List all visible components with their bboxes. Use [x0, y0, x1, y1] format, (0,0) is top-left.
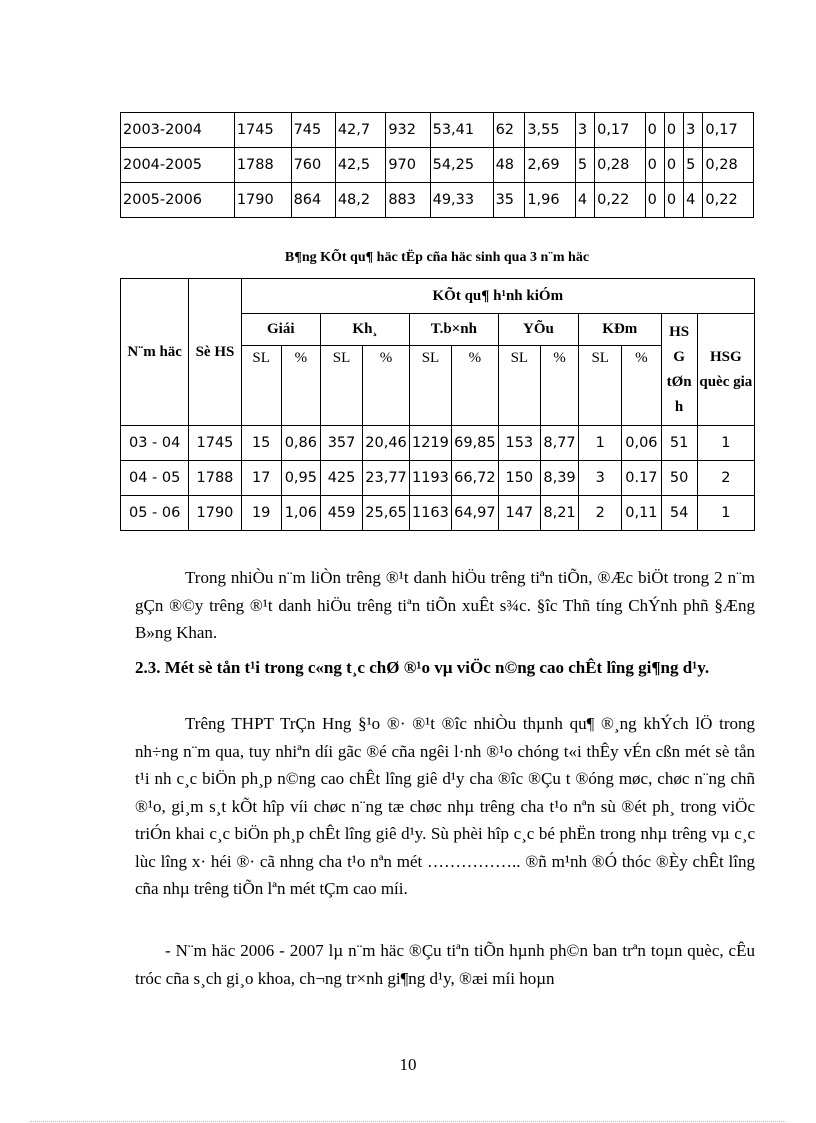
table-cell: 62	[493, 113, 525, 148]
table-cell: 25,65	[363, 496, 410, 531]
header-pct: %	[281, 346, 320, 426]
table-cell: 2	[697, 461, 754, 496]
table-cell: 8,77	[540, 426, 578, 461]
table-cell: 1193	[409, 461, 451, 496]
table-cell: 23,77	[363, 461, 410, 496]
table-cell: 459	[320, 496, 362, 531]
table-cell: 35	[493, 183, 525, 218]
table-cell: 3	[579, 461, 622, 496]
header-cat-good: Giái	[241, 314, 320, 346]
table-cell: 48	[493, 148, 525, 183]
paragraph-school-year	[135, 937, 755, 992]
table-cell: 0.17	[622, 461, 661, 496]
table-cell: 970	[386, 148, 430, 183]
table-cell: 864	[291, 183, 335, 218]
header-cat-poor: KÐm	[579, 314, 661, 346]
paragraph-shortcomings	[135, 710, 755, 903]
table-cell: 19	[241, 496, 281, 531]
table-cell: 4	[575, 183, 594, 218]
table-cell: 54,25	[430, 148, 493, 183]
table-row	[121, 426, 755, 461]
table-cell: 17	[241, 461, 281, 496]
table-cell: 932	[386, 113, 430, 148]
table-cell: 2005-2006	[121, 183, 235, 218]
table-cell: 883	[386, 183, 430, 218]
results-table-head	[121, 279, 755, 426]
table-cell: 1,96	[525, 183, 576, 218]
table-cell: 0	[664, 113, 683, 148]
header-hsg-national: HSG quèc gia	[697, 314, 754, 426]
header-sl: SL	[579, 346, 622, 426]
table-cell: 04 - 05	[121, 461, 189, 496]
header-sl: SL	[241, 346, 281, 426]
table-cell: 1,06	[281, 496, 320, 531]
header-sl: SL	[320, 346, 362, 426]
header-conduct-results: KÕt qu¶ h¹nh kiÓm	[241, 279, 754, 314]
top-stats-table	[120, 112, 754, 218]
table-cell: 3	[575, 113, 594, 148]
table-cell: 54	[661, 496, 697, 531]
header-student-count: Sè HS	[189, 279, 241, 426]
table-cell: 1790	[234, 183, 291, 218]
page-bottom-divider	[30, 1121, 786, 1122]
table-cell: 0,86	[281, 426, 320, 461]
table-cell: 1	[697, 496, 754, 531]
table-cell: 42,5	[335, 148, 386, 183]
conduct-results-table	[120, 278, 755, 531]
table-cell: 42,7	[335, 113, 386, 148]
table-cell: 1219	[409, 426, 451, 461]
table-cell: 1745	[234, 113, 291, 148]
table-cell: 1788	[189, 461, 241, 496]
header-cat-average: T.b×nh	[409, 314, 498, 346]
table-cell: 3,55	[525, 113, 576, 148]
table-cell: 53,41	[430, 113, 493, 148]
header-hsg-province: HS G tØn h	[661, 314, 697, 426]
table-cell: 0,28	[703, 148, 754, 183]
table-cell: 5	[575, 148, 594, 183]
table-cell: 2,69	[525, 148, 576, 183]
table-cell: 03 - 04	[121, 426, 189, 461]
table-cell: 0,28	[595, 148, 646, 183]
header-pct: %	[622, 346, 661, 426]
header-pct: %	[452, 346, 499, 426]
table-cell: 64,97	[452, 496, 499, 531]
table-cell: 153	[498, 426, 540, 461]
table-row	[121, 496, 755, 531]
table-cell: 51	[661, 426, 697, 461]
table-cell: 5	[684, 148, 703, 183]
table-cell: 1163	[409, 496, 451, 531]
section-heading: 2.3. Mét sè tån t¹i trong c«ng t¸c chØ ®¹o vµ viÖc n©ng cao chÊt lîng gi¶ng d¹y.	[135, 658, 710, 677]
table-cell: 0,11	[622, 496, 661, 531]
table-cell: 425	[320, 461, 362, 496]
paragraph-school-year-text: - N¨m häc 2006 - 2007 lµ n¨m häc ®Çu tiªn tiÕn hµnh ph©n ban trªn toµn quèc, cÊu tróc cña s¸ch gi¸o khoa, ch¬ng tr×nh gi¶ng d¹y, ®æi míi hoµn	[135, 941, 755, 988]
table-cell: 745	[291, 113, 335, 148]
table-cell: 357	[320, 426, 362, 461]
table-cell: 15	[241, 426, 281, 461]
top-stats-table-body	[121, 113, 754, 218]
header-year: N¨m häc	[121, 279, 189, 426]
table-cell: 49,33	[430, 183, 493, 218]
table-row	[121, 148, 754, 183]
table-cell: 760	[291, 148, 335, 183]
table-row	[121, 113, 754, 148]
table-cell: 1745	[189, 426, 241, 461]
table-cell: 1	[579, 426, 622, 461]
table-cell: 20,46	[363, 426, 410, 461]
paragraph-achievements-text: Trong nhiÒu n¨m liÒn trêng ®¹t danh hiÖu trêng tiªn tiÕn, ®Æc biÖt trong 2 n¨m gÇn ®©y trêng ®¹t danh hiÖu trêng tiªn tiÕn xuÊt s¾c. §îc Thñ tíng ChÝnh phñ §Æng B»ng Khan.	[135, 568, 755, 642]
header-sl: SL	[498, 346, 540, 426]
table-row	[121, 461, 755, 496]
table-cell: 0,22	[703, 183, 754, 218]
header-pct: %	[540, 346, 578, 426]
table-cell: 48,2	[335, 183, 386, 218]
table-cell: 0,22	[595, 183, 646, 218]
table-cell: 2004-2005	[121, 148, 235, 183]
table-cell: 05 - 06	[121, 496, 189, 531]
table-cell: 0,95	[281, 461, 320, 496]
table-cell: 1	[697, 426, 754, 461]
header-cat-fair: Kh¸	[320, 314, 409, 346]
table-caption: B¶ng KÕt qu¶ häc tËp cña häc sinh qua 3 n¨m häc	[284, 250, 590, 265]
table-cell: 0	[645, 183, 664, 218]
table-cell: 0	[664, 148, 683, 183]
table-cell: 150	[498, 461, 540, 496]
table-cell: 2003-2004	[121, 113, 235, 148]
table-cell: 2	[579, 496, 622, 531]
table-cell: 0,06	[622, 426, 661, 461]
paragraph-achievements	[135, 564, 755, 647]
paragraph-shortcomings-text: Trêng THPT TrÇn Hng §¹o ®· ®¹t ®îc nhiÒu thµnh qu¶ ®¸ng khÝch lÖ trong nh÷ng n¨m qua, tuy nhiªn díi gãc ®é cña ngêi l·nh ®¹o chóng t«i thÊy vÉn cßn mét sè tån t¹i nh c¸c biÖn ph¸p n©ng cao chÊt lîng giê d¹y cha ®îc ®Çu t ®óng møc, chøc n¨ng chñ ®¹o, gi¸m s¸t kÕt hîp víi chøc n¨ng tæ chøc nhµ trêng cha t¹o nªn sù ®ét ph¸ trong viÖc triÓn khai c¸c biÖn ph¸p chÊt lîng giê d¹y. Sù phèi hîp c¸c bé phËn trong nhµ trêng vµ c¸c lùc lîng x· héi ®· cã nhng cha t¹o nªn mét …………….. ®ñ m¹nh ®Ó thóc ®Èy chÊt lîng cña nhµ trêng tiÕn lªn mét tÇm cao míi.	[135, 714, 755, 898]
table-cell: 1788	[234, 148, 291, 183]
table-cell: 4	[684, 183, 703, 218]
table-cell: 0,17	[595, 113, 646, 148]
table-cell: 0	[645, 148, 664, 183]
table-row	[121, 183, 754, 218]
table-cell: 3	[684, 113, 703, 148]
table-cell: 8,39	[540, 461, 578, 496]
page-number: 10	[399, 1055, 417, 1074]
table-cell: 8,21	[540, 496, 578, 531]
table-cell: 0	[664, 183, 683, 218]
table-cell: 69,85	[452, 426, 499, 461]
table-cell: 147	[498, 496, 540, 531]
results-table-body	[121, 426, 755, 531]
table-cell: 50	[661, 461, 697, 496]
table-cell: 1790	[189, 496, 241, 531]
table-cell: 0,17	[703, 113, 754, 148]
header-cat-weak: YÕu	[498, 314, 578, 346]
header-sl: SL	[409, 346, 451, 426]
header-pct: %	[363, 346, 410, 426]
table-cell: 66,72	[452, 461, 499, 496]
table-cell: 0	[645, 113, 664, 148]
